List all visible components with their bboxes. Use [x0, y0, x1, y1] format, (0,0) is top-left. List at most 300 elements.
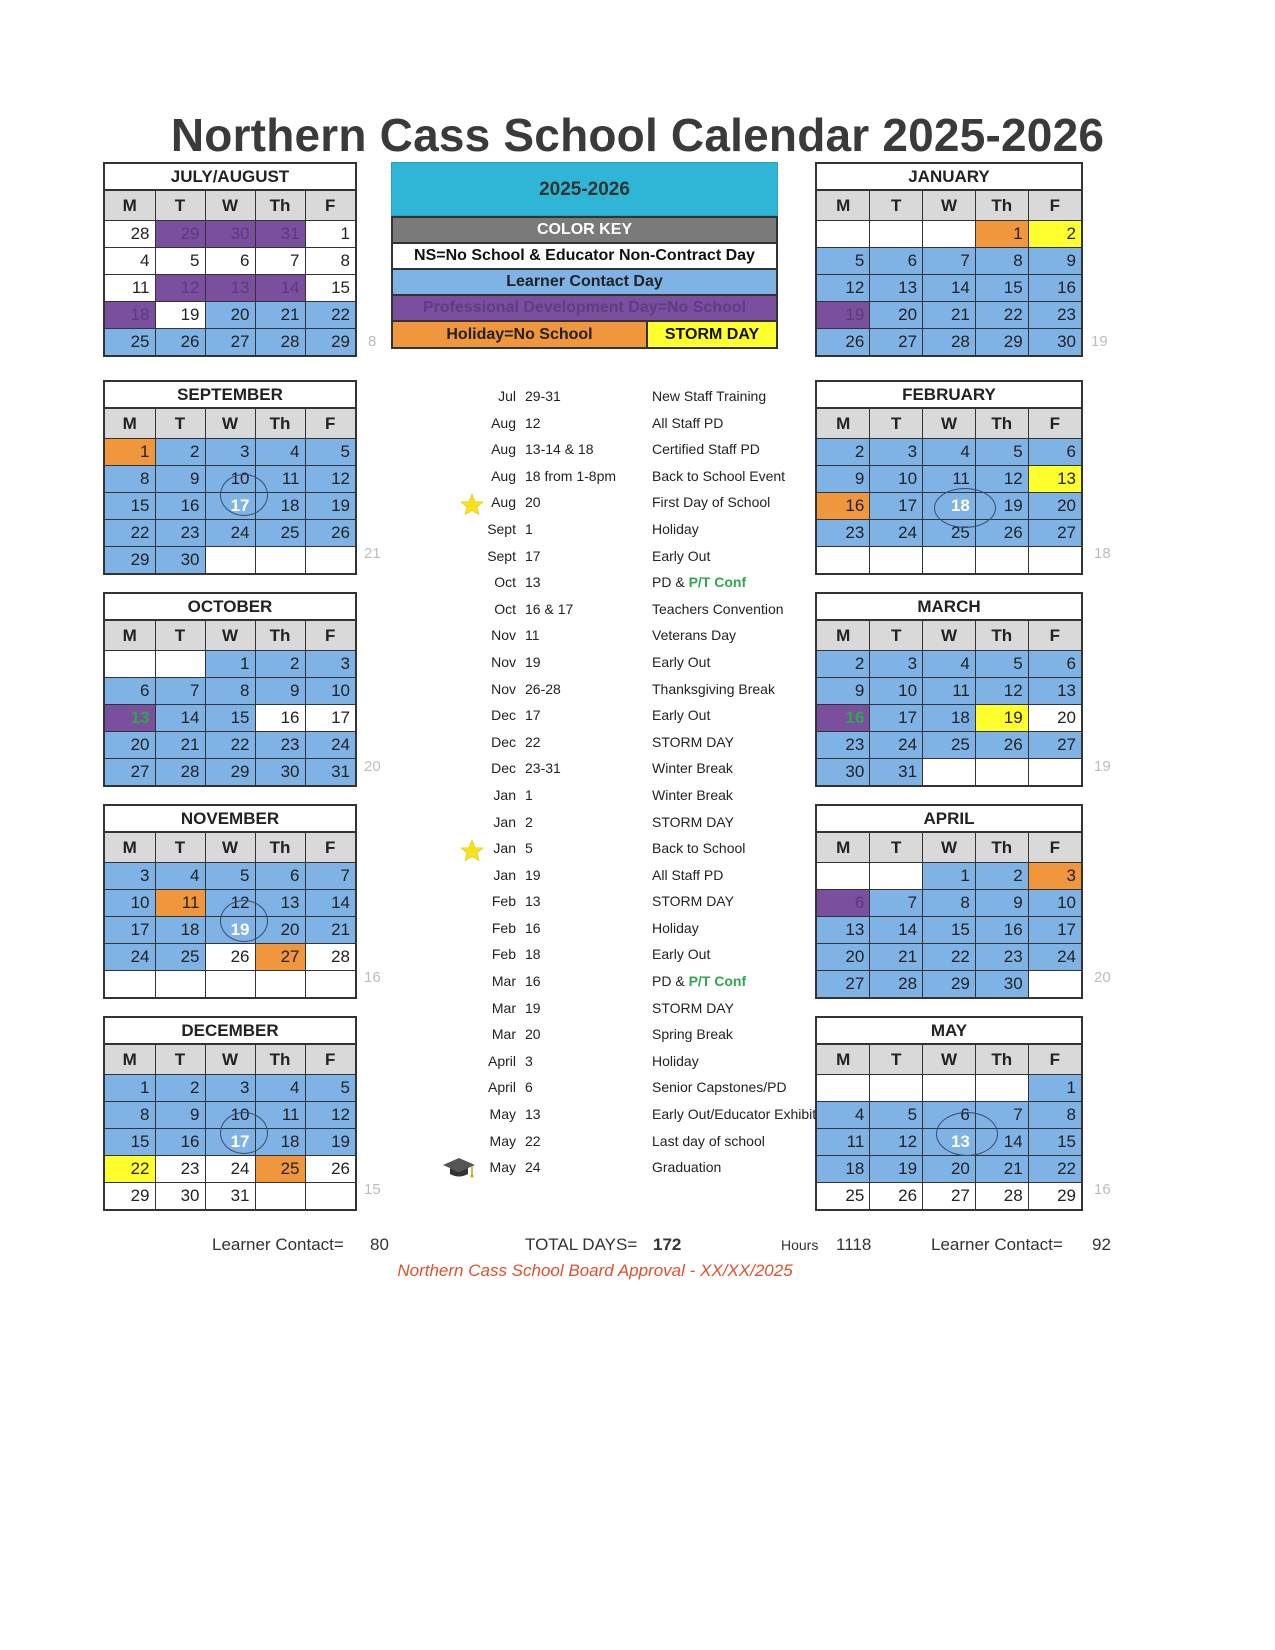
weekday-header: W [205, 409, 255, 439]
event-description [652, 410, 723, 437]
month-julaug [103, 162, 357, 357]
week-row [105, 651, 355, 678]
event-description-text: Graduation [652, 1159, 722, 1176]
event-description [652, 809, 734, 836]
empty-day-cell [817, 547, 870, 574]
day-cell: 8 [975, 248, 1028, 275]
weekday-header: M [105, 1045, 155, 1075]
week-row [105, 944, 355, 971]
event-description [652, 569, 746, 596]
weekday-header: F [305, 409, 355, 439]
week-row [105, 890, 355, 917]
event-description [652, 489, 770, 516]
day-cell: 10 [870, 678, 923, 705]
day-cell: 22 [1028, 1156, 1081, 1183]
week-row [817, 547, 1081, 574]
day-cell: 6 [870, 248, 923, 275]
event-date: 20 [525, 494, 541, 511]
events-list [440, 383, 820, 1181]
day-cell: 4 [255, 439, 305, 466]
week-row [817, 329, 1081, 356]
day-cell: 19 [975, 705, 1028, 732]
day-cell: 1 [975, 221, 1028, 248]
day-cell: 16 [1028, 275, 1081, 302]
day-cell: 20 [817, 944, 870, 971]
day-cell: 25 [155, 944, 205, 971]
weekday-header: W [923, 1045, 976, 1075]
day-cell: 21 [870, 944, 923, 971]
day-cell: 6 [1028, 439, 1081, 466]
day-cell: 25 [817, 1183, 870, 1210]
month-name: OCTOBER [105, 594, 355, 620]
day-cell: 10 [205, 1102, 255, 1129]
day-cell: 21 [975, 1156, 1028, 1183]
day-cell: 11 [255, 1102, 305, 1129]
month-name: SEPTEMBER [105, 382, 355, 408]
day-cell: 6 [817, 890, 870, 917]
event-description [652, 835, 745, 862]
day-cell: 27 [923, 1183, 976, 1210]
weekday-header: F [1028, 409, 1081, 439]
weekday-header: T [155, 409, 205, 439]
weekday-header: M [105, 621, 155, 651]
month-grid [105, 408, 355, 573]
month-name: MARCH [817, 594, 1081, 620]
week-row [817, 248, 1081, 275]
event-date: 22 [525, 1132, 541, 1149]
day-cell: 24 [305, 732, 355, 759]
event-date: 16 & 17 [525, 600, 574, 617]
day-cell: 27 [817, 971, 870, 998]
empty-day-cell [923, 759, 976, 786]
week-row [105, 248, 355, 275]
day-cell: 26 [305, 520, 355, 547]
month-march [815, 592, 1083, 787]
month-april [815, 804, 1083, 999]
day-cell: 26 [870, 1183, 923, 1210]
day-cell: 17 [305, 705, 355, 732]
day-cell: 6 [255, 863, 305, 890]
key-holiday: Holiday=No School [393, 322, 646, 347]
day-cell: 28 [305, 944, 355, 971]
day-cell: 1 [205, 651, 255, 678]
day-cell: 13 [817, 917, 870, 944]
event-month: Feb [491, 919, 516, 936]
day-cell: 29 [923, 971, 976, 998]
event-month: Jan [493, 813, 516, 830]
event-date: 6 [525, 1079, 533, 1096]
day-cell: 7 [305, 863, 355, 890]
empty-day-cell [155, 971, 205, 998]
day-cell: 20 [1028, 705, 1081, 732]
total-days-value: 172 [653, 1235, 682, 1254]
empty-day-cell [870, 863, 923, 890]
week-row [817, 466, 1081, 493]
day-count: 19 [1094, 758, 1111, 775]
day-cell: 25 [105, 329, 155, 356]
event-description-text: Winter Break [652, 786, 733, 803]
day-cell: 6 [205, 248, 255, 275]
day-cell: 2 [817, 439, 870, 466]
empty-day-cell [305, 547, 355, 574]
empty-day-cell [870, 1075, 923, 1102]
weekday-header: M [817, 409, 870, 439]
day-cell: 4 [105, 248, 155, 275]
event-date: 16 [525, 973, 541, 990]
empty-day-cell [817, 221, 870, 248]
day-cell: 11 [155, 890, 205, 917]
day-cell: 5 [155, 248, 205, 275]
day-cell: 22 [923, 944, 976, 971]
day-cell: 20 [255, 917, 305, 944]
day-count: 8 [368, 333, 377, 350]
week-row [817, 1156, 1081, 1183]
day-cell: 31 [205, 1183, 255, 1210]
week-row [105, 221, 355, 248]
event-description-text: Spring Break [652, 1026, 733, 1043]
day-cell: 8 [923, 890, 976, 917]
weekday-header: F [1028, 621, 1081, 651]
event-description [652, 941, 710, 968]
event-description-text: Last day of school [652, 1132, 765, 1149]
weekday-header: W [923, 621, 976, 651]
event-month: Oct [494, 574, 516, 591]
day-cell: 25 [923, 732, 976, 759]
weekday-header: T [870, 409, 923, 439]
empty-day-cell [975, 1075, 1028, 1102]
day-cell: 7 [923, 248, 976, 275]
event-description [652, 1154, 721, 1181]
day-cell: 15 [975, 275, 1028, 302]
weekday-header: M [105, 191, 155, 221]
day-cell: 1 [105, 1075, 155, 1102]
weekday-header: F [305, 1045, 355, 1075]
empty-day-cell [1028, 971, 1081, 998]
day-cell: 30 [817, 759, 870, 786]
day-cell: 22 [105, 1156, 155, 1183]
week-row [817, 1129, 1081, 1156]
event-row [440, 1048, 820, 1075]
day-cell: 24 [205, 520, 255, 547]
day-cell: 17 [870, 493, 923, 520]
week-row [817, 917, 1081, 944]
day-cell: 9 [1028, 248, 1081, 275]
empty-day-cell [817, 863, 870, 890]
day-cell: 10 [870, 466, 923, 493]
color-key [391, 162, 778, 349]
weekday-header: W [205, 191, 255, 221]
event-description [652, 649, 710, 676]
event-month: May [489, 1106, 516, 1123]
event-row [440, 755, 820, 782]
day-cell: 16 [255, 705, 305, 732]
day-cell: 21 [305, 917, 355, 944]
day-cell: 5 [305, 1075, 355, 1102]
event-description [652, 463, 785, 490]
month-grid [817, 1044, 1081, 1209]
event-month: Aug [491, 467, 516, 484]
day-count: 18 [1094, 545, 1111, 562]
day-cell: 27 [205, 329, 255, 356]
day-cell: 13 [1028, 678, 1081, 705]
week-row [817, 439, 1081, 466]
day-cell: 10 [1028, 890, 1081, 917]
month-name: FEBRUARY [817, 382, 1081, 408]
event-month: Jan [493, 840, 516, 857]
weekday-header: T [870, 621, 923, 651]
weekday-header: T [155, 1045, 205, 1075]
learner-contact-left-value: 80 [370, 1235, 389, 1254]
event-row [440, 1074, 820, 1101]
day-cell: 11 [255, 466, 305, 493]
day-cell: 6 [1028, 651, 1081, 678]
event-row [440, 516, 820, 543]
event-month: Aug [491, 414, 516, 431]
day-cell: 12 [155, 275, 205, 302]
week-row [105, 466, 355, 493]
weekday-header: Th [255, 191, 305, 221]
weekday-header: W [205, 833, 255, 863]
weekday-header: M [105, 833, 155, 863]
day-cell: 28 [105, 221, 155, 248]
empty-day-cell [255, 971, 305, 998]
empty-day-cell [817, 1075, 870, 1102]
week-row [105, 1075, 355, 1102]
day-cell: 18 [923, 705, 976, 732]
weekday-header: T [870, 833, 923, 863]
day-cell: 29 [975, 329, 1028, 356]
day-cell: 18 [105, 302, 155, 329]
event-description [652, 1101, 816, 1128]
empty-day-cell [255, 547, 305, 574]
week-row [817, 678, 1081, 705]
day-cell: 9 [255, 678, 305, 705]
event-row [440, 729, 820, 756]
day-cell: 3 [1028, 863, 1081, 890]
day-cell: 19 [975, 493, 1028, 520]
week-row [105, 759, 355, 786]
day-cell: 31 [870, 759, 923, 786]
day-cell: 27 [1028, 732, 1081, 759]
empty-day-cell [1028, 547, 1081, 574]
day-cell: 2 [155, 1075, 205, 1102]
weekday-header: M [817, 621, 870, 651]
month-name: DECEMBER [105, 1018, 355, 1044]
event-description-text: Holiday [652, 1052, 699, 1069]
day-cell: 24 [105, 944, 155, 971]
day-cell: 17 [205, 1129, 255, 1156]
event-month: May [489, 1159, 516, 1176]
day-cell: 1 [105, 439, 155, 466]
day-cell: 5 [305, 439, 355, 466]
day-cell: 13 [923, 1129, 976, 1156]
day-cell: 9 [817, 678, 870, 705]
day-cell: 23 [975, 944, 1028, 971]
event-description-text: PD & [652, 574, 689, 591]
day-cell: 15 [1028, 1129, 1081, 1156]
week-row [105, 678, 355, 705]
event-description [652, 1021, 733, 1048]
week-row [105, 275, 355, 302]
event-description [652, 596, 784, 623]
event-row [440, 1154, 820, 1181]
day-cell: 11 [923, 466, 976, 493]
week-row [817, 971, 1081, 998]
day-cell: 7 [255, 248, 305, 275]
day-cell: 6 [923, 1102, 976, 1129]
weekday-header: Th [255, 621, 305, 651]
day-count: 15 [364, 1181, 381, 1198]
event-month: Dec [491, 760, 516, 777]
day-cell: 11 [817, 1129, 870, 1156]
event-row [440, 622, 820, 649]
event-description-text: Back to School Event [652, 467, 786, 484]
day-cell: 23 [155, 520, 205, 547]
key-year: 2025-2026 [391, 162, 778, 216]
day-cell: 25 [255, 1156, 305, 1183]
week-row [105, 439, 355, 466]
empty-day-cell [255, 1183, 305, 1210]
event-description-text: STORM DAY [652, 813, 734, 830]
month-october [103, 592, 357, 787]
day-cell: 28 [155, 759, 205, 786]
event-description-text: Early Out [652, 547, 711, 564]
week-row [105, 547, 355, 574]
event-date: 13 [525, 574, 541, 591]
day-cell: 1 [1028, 1075, 1081, 1102]
day-cell: 19 [205, 917, 255, 944]
day-cell: 16 [975, 917, 1028, 944]
day-cell: 28 [923, 329, 976, 356]
day-cell: 29 [305, 329, 355, 356]
week-row [105, 917, 355, 944]
day-cell: 29 [205, 759, 255, 786]
event-description-text: Early Out/Educator Exhibit [652, 1106, 817, 1123]
day-cell: 22 [305, 302, 355, 329]
day-cell: 20 [923, 1156, 976, 1183]
week-row [105, 493, 355, 520]
month-february [815, 380, 1083, 575]
weekday-header: Th [255, 833, 305, 863]
day-cell: 26 [975, 732, 1028, 759]
day-cell: 15 [105, 493, 155, 520]
event-month: Jan [493, 866, 516, 883]
week-row [817, 1075, 1081, 1102]
event-description [652, 383, 766, 410]
month-name: MAY [817, 1018, 1081, 1044]
empty-day-cell [870, 221, 923, 248]
day-cell: 2 [817, 651, 870, 678]
weekday-header: W [205, 621, 255, 651]
day-cell: 23 [817, 732, 870, 759]
weekday-header: F [1028, 833, 1081, 863]
month-grid [817, 408, 1081, 573]
day-cell: 25 [923, 520, 976, 547]
key-learner-contact: Learner Contact Day [391, 270, 778, 296]
empty-day-cell [205, 547, 255, 574]
event-description [652, 888, 734, 915]
day-cell: 14 [255, 275, 305, 302]
day-cell: 28 [255, 329, 305, 356]
day-cell: 2 [255, 651, 305, 678]
event-row [440, 1021, 820, 1048]
event-date: 24 [525, 1159, 541, 1176]
event-description-highlight: P/T Conf [688, 574, 747, 591]
day-cell: 19 [155, 302, 205, 329]
weekday-header: Th [975, 833, 1028, 863]
event-description [652, 1048, 699, 1075]
day-count: 16 [1094, 1181, 1111, 1198]
day-cell: 7 [870, 890, 923, 917]
day-cell: 19 [305, 493, 355, 520]
day-cell: 24 [870, 732, 923, 759]
day-cell: 5 [975, 651, 1028, 678]
day-cell: 26 [205, 944, 255, 971]
event-month: Oct [494, 600, 516, 617]
event-description [652, 755, 733, 782]
event-description [652, 915, 699, 942]
event-row [440, 383, 820, 410]
event-description-text: Senior Capstones/PD [652, 1079, 787, 1096]
day-cell: 24 [1028, 944, 1081, 971]
event-month: Mar [491, 1026, 516, 1043]
day-cell: 5 [870, 1102, 923, 1129]
day-cell: 30 [155, 547, 205, 574]
day-cell: 11 [105, 275, 155, 302]
day-cell: 16 [817, 705, 870, 732]
month-september [103, 380, 357, 575]
empty-day-cell [105, 651, 155, 678]
weekday-header: F [305, 621, 355, 651]
day-cell: 27 [870, 329, 923, 356]
day-cell: 13 [105, 705, 155, 732]
day-cell: 12 [975, 678, 1028, 705]
day-cell: 24 [870, 520, 923, 547]
day-cell: 29 [105, 1183, 155, 1210]
day-cell: 12 [975, 466, 1028, 493]
day-count: 21 [364, 545, 381, 562]
week-row [105, 732, 355, 759]
day-cell: 10 [305, 678, 355, 705]
day-cell: 30 [255, 759, 305, 786]
event-row [440, 915, 820, 942]
weekday-header: F [305, 191, 355, 221]
week-row [105, 863, 355, 890]
empty-day-cell [923, 547, 976, 574]
day-cell: 14 [923, 275, 976, 302]
day-cell: 27 [255, 944, 305, 971]
day-cell: 4 [155, 863, 205, 890]
weekday-header: W [923, 409, 976, 439]
event-description-highlight: P/T Conf [688, 973, 747, 990]
day-cell: 29 [155, 221, 205, 248]
event-month: Jul [498, 388, 516, 404]
event-description [652, 516, 699, 543]
week-row [817, 1183, 1081, 1210]
day-cell: 30 [205, 221, 255, 248]
event-description-text: First Day of School [652, 494, 771, 511]
learner-contact-right-label: Learner Contact= [931, 1235, 1063, 1254]
event-date: 1 [525, 786, 533, 803]
day-cell: 22 [975, 302, 1028, 329]
day-cell: 28 [870, 971, 923, 998]
month-may [815, 1016, 1083, 1211]
event-description [652, 543, 710, 570]
weekday-header: T [870, 1045, 923, 1075]
event-description [652, 436, 760, 463]
day-cell: 15 [205, 705, 255, 732]
event-month: Jan [493, 786, 516, 803]
